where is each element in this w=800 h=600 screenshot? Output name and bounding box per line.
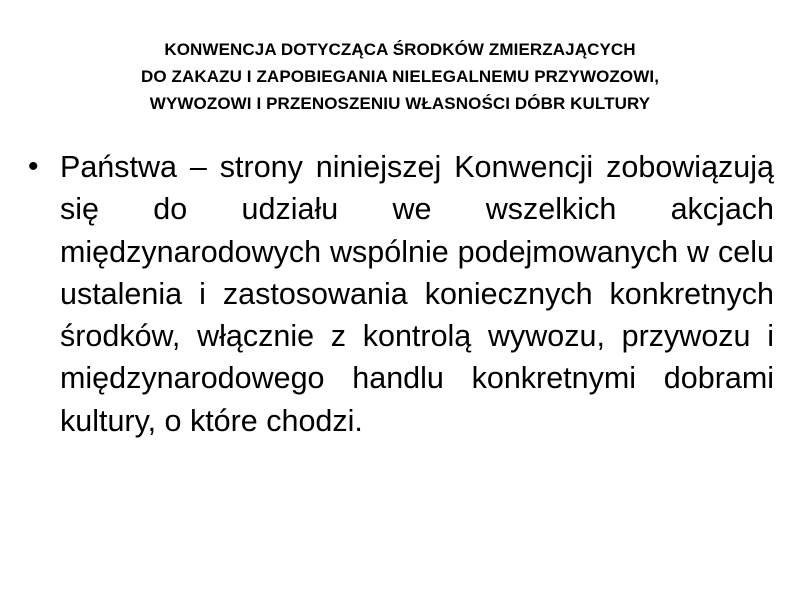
bullet-icon: • xyxy=(28,150,39,183)
title-line-3: WYWOZOWI I PRZENOSZENIU WŁASNOŚCI DÓBR KULTURY xyxy=(149,94,651,113)
title-line-2: DO ZAKAZU I ZAPOBIEGANIA NIELEGALNEMU PRZYWOZOWI, xyxy=(140,67,660,86)
slide-title xyxy=(40,36,760,117)
bullet-text: Państwa – strony niniejszej Konwencji zobowiązują się do udziału we wszelkich akcjach międzynarodowych wspólnie podejmowanych w celu ustalenia i zastosowania koniecznych konkretnych środków, włącznie z kontrolą wywozu, przywozu i międzynarodowego handlu konkretnymi dobrami kultury, o które chodzi. xyxy=(60,150,774,438)
title-line-1: KONWENCJA DOTYCZĄCA ŚRODKÓW ZMIERZAJĄCYCH xyxy=(164,40,636,59)
